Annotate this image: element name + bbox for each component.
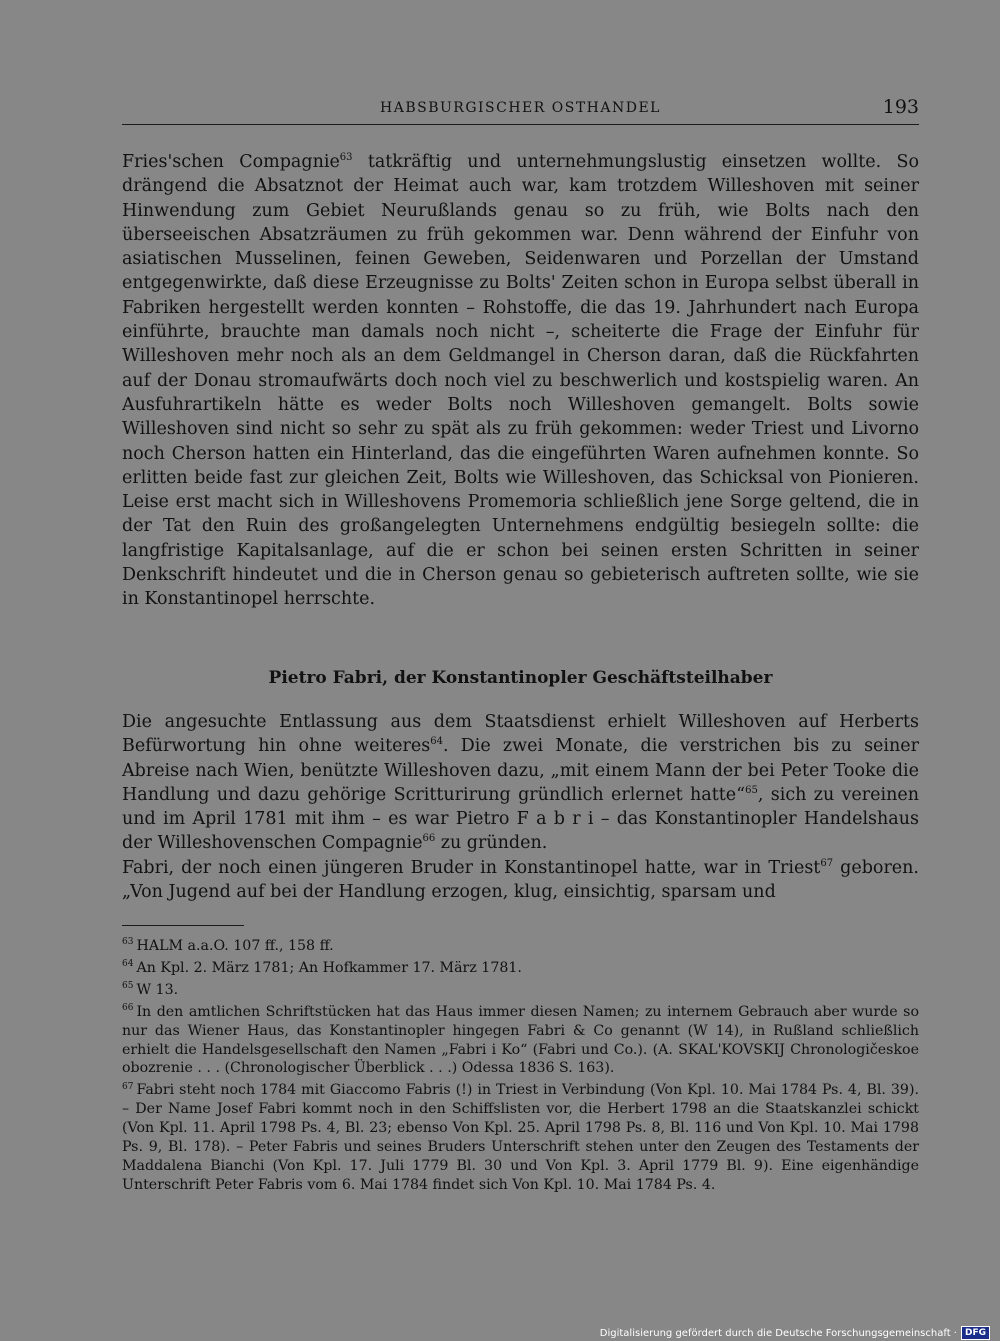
dfg-logo-icon: DFG	[961, 1326, 990, 1340]
footnote-ref: 65	[745, 785, 758, 797]
paragraph-text: Fabri, der noch einen jüngeren Bruder in Konstantinopel hatte, war in Triest	[122, 857, 821, 878]
paragraph-text: zu gründen.	[435, 833, 548, 854]
footnote-ref: 66	[422, 833, 436, 845]
funding-footer	[600, 1326, 990, 1340]
footnote-mark: 66	[122, 1002, 134, 1013]
footnote-text: An Kpl. 2. März 1781; An Hofkammer 17. März 1781.	[136, 959, 522, 976]
footnote-67	[122, 1081, 919, 1194]
paragraph-text: , sich zu vereinen und im April 1781 mit ihm – es war Pietro F a b r i – das Konstantinopler Handelshaus der Willeshovenschen Compagnie	[122, 784, 920, 854]
body-text-first	[122, 150, 919, 612]
running-head	[122, 96, 919, 125]
paragraph-3	[122, 856, 919, 905]
body-text-second	[122, 710, 919, 904]
paragraph-2	[122, 710, 919, 856]
footnote-65	[122, 981, 919, 1000]
footnote-mark: 67	[122, 1081, 134, 1092]
footnote-63	[122, 937, 919, 956]
footnote-divider	[122, 925, 244, 926]
footnote-text: HALM a.a.O. 107 ff., 158 ff.	[136, 938, 334, 954]
paragraph-text: . Die zwei Monate, die verstrichen bis zu seiner Abreise nach Wien, benützte Willeshoven dazu, „mit einem Mann der bei Peter Tooke die Handlung und dazu gehörige Scritturirung gründlich erlernet hatte“	[122, 736, 919, 805]
footnote-mark: 63	[122, 937, 134, 948]
running-title: HABSBURGISCHER OSTHANDEL	[380, 100, 661, 116]
footnote-text: W 13.	[136, 981, 179, 998]
paragraph-text: Die angesuchte Entlassung aus dem Staatsdienst erhielt Willeshoven auf Herberts Befürwortung hin ohne weiteres	[122, 712, 919, 757]
footnote-mark: 65	[122, 981, 134, 992]
section-heading: Pietro Fabri, der Konstantinopler Geschäftsteilhaber	[268, 668, 773, 688]
footnote-mark: 64	[122, 959, 134, 970]
paragraph-text: geboren. „Von Jugend auf bei der Handlung erzogen, klug, einsichtig, sparsam und	[122, 857, 919, 903]
footnote-64	[122, 959, 919, 978]
footnote-66	[122, 1003, 919, 1079]
page-number: 193	[882, 96, 919, 118]
footnotes	[122, 937, 919, 1198]
footnote-ref: 67	[820, 857, 834, 869]
funding-note: Digitalisierung gefördert durch die Deutsche Forschungsgemeinschaft ·	[599, 1327, 957, 1339]
paragraph-text: Fries'schen Compagnie	[122, 152, 340, 172]
footnote-ref: 64	[430, 736, 443, 748]
footnote-text: Fabri steht noch 1784 mit Giaccomo Fabris (!) in Triest in Verbindung (Von Kpl. 10. Mai 1784 Ps. 4, Bl. 39). – Der Name Josef Fabri kommt noch in den Schiffslisten vor, die Herbert 1798 an die Staatskanzlei schickt (Von Kpl. 11. April 1798 Ps. 4, Bl. 23; ebenso Von Kpl. 25. April 1798 Ps. 8, Bl. 116 und Von Kpl. 10. Mai 1798 Ps. 9, Bl. 178). – Peter Fabris und seines Bruders Unterschrift stehen unter den Zeugen des Testaments der Maddalena Bianchi (Von Kpl. 17. Juli 1779 Bl. 30 und Von Kpl. 3. April 1779 Bl. 9). Eine eigenhändige Unterschrift Peter Fabris vom 6. Mai 1784 findet sich Von Kpl. 10. Mai 1784 Ps. 4.	[122, 1082, 919, 1193]
paragraph-1	[122, 150, 919, 612]
paragraph-text: tatkräftig und unternehmungslustig einsetzen wollte. So drängend die Absatznot der Heimat auch war, kam trotzdem Willeshoven mit seiner Hinwendung zum Gebiet Neurußlands genau so zu früh, wie Bolts nach den überseeischen Absatzräumen zu früh gekommen war. Denn während der Einfuhr von asiatischen Musselinen, feinen Geweben, Seidenwaren und Porzellan der Umstand entgegenwirkte, daß diese Erzeugnisse zu Bolts' Zeiten schon in Europa selbst überall in Fabriken hergestellt werden konnten – Rohstoffe, die das 19. Jahrhundert nach Europa einführte, brauchte man damals noch nicht –, scheiterte die Frage der Einfuhr für Willeshoven mehr noch als an dem Geldmangel in Cherson daran, daß die Rückfahrten auf der Donau stromaufwärts doch noch viel zu beschwerlich und kostspielig waren. An Ausfuhrartikeln hätte es weder Bolts noch Willeshoven gemangelt. Bolts sowie Willeshoven sind nicht so sehr zu spät als zu früh gekommen: weder Triest und Livorno noch Cherson hatten ein Hinterland, das die eingeführten Waren aufnehmen konnte. So erlitten beide fast zur gleichen Zeit, Bolts wie Willeshoven, das Schicksal von Pionieren. Leise erst macht sich in Willeshovens Promemoria schließlich jene Sorge geltend, die in der Tat den Ruin des großangelegten Unternehmens endgültig besiegeln sollte: die langfristige Kapitalsanlage, auf die er schon bei seinen ersten Schritten in seiner Denkschrift hindeutet und die in Cherson genau so gebieterisch auftreten sollte, wie sie in Konstantinopel herrschte.	[122, 152, 919, 610]
footnote-ref: 63	[339, 152, 353, 164]
footnote-text: In den amtlichen Schriftstücken hat das Haus immer diesen Namen; zu internem Gebrauch aber wurde so nur das Wiener Haus, das Konstantinopler hingegen Fabri & Co genannt (W 14), in Rußland schließlich erhielt die Handelsgesellschaft den Namen „Fabri i Ko“ (Fabri und Co.). (A. SKAL'KOVSKIJ Chronologičeskoe obozrenie . . . (Chronologischer Überblick . . .) Odessa 1836 S. 163).	[122, 1003, 919, 1077]
